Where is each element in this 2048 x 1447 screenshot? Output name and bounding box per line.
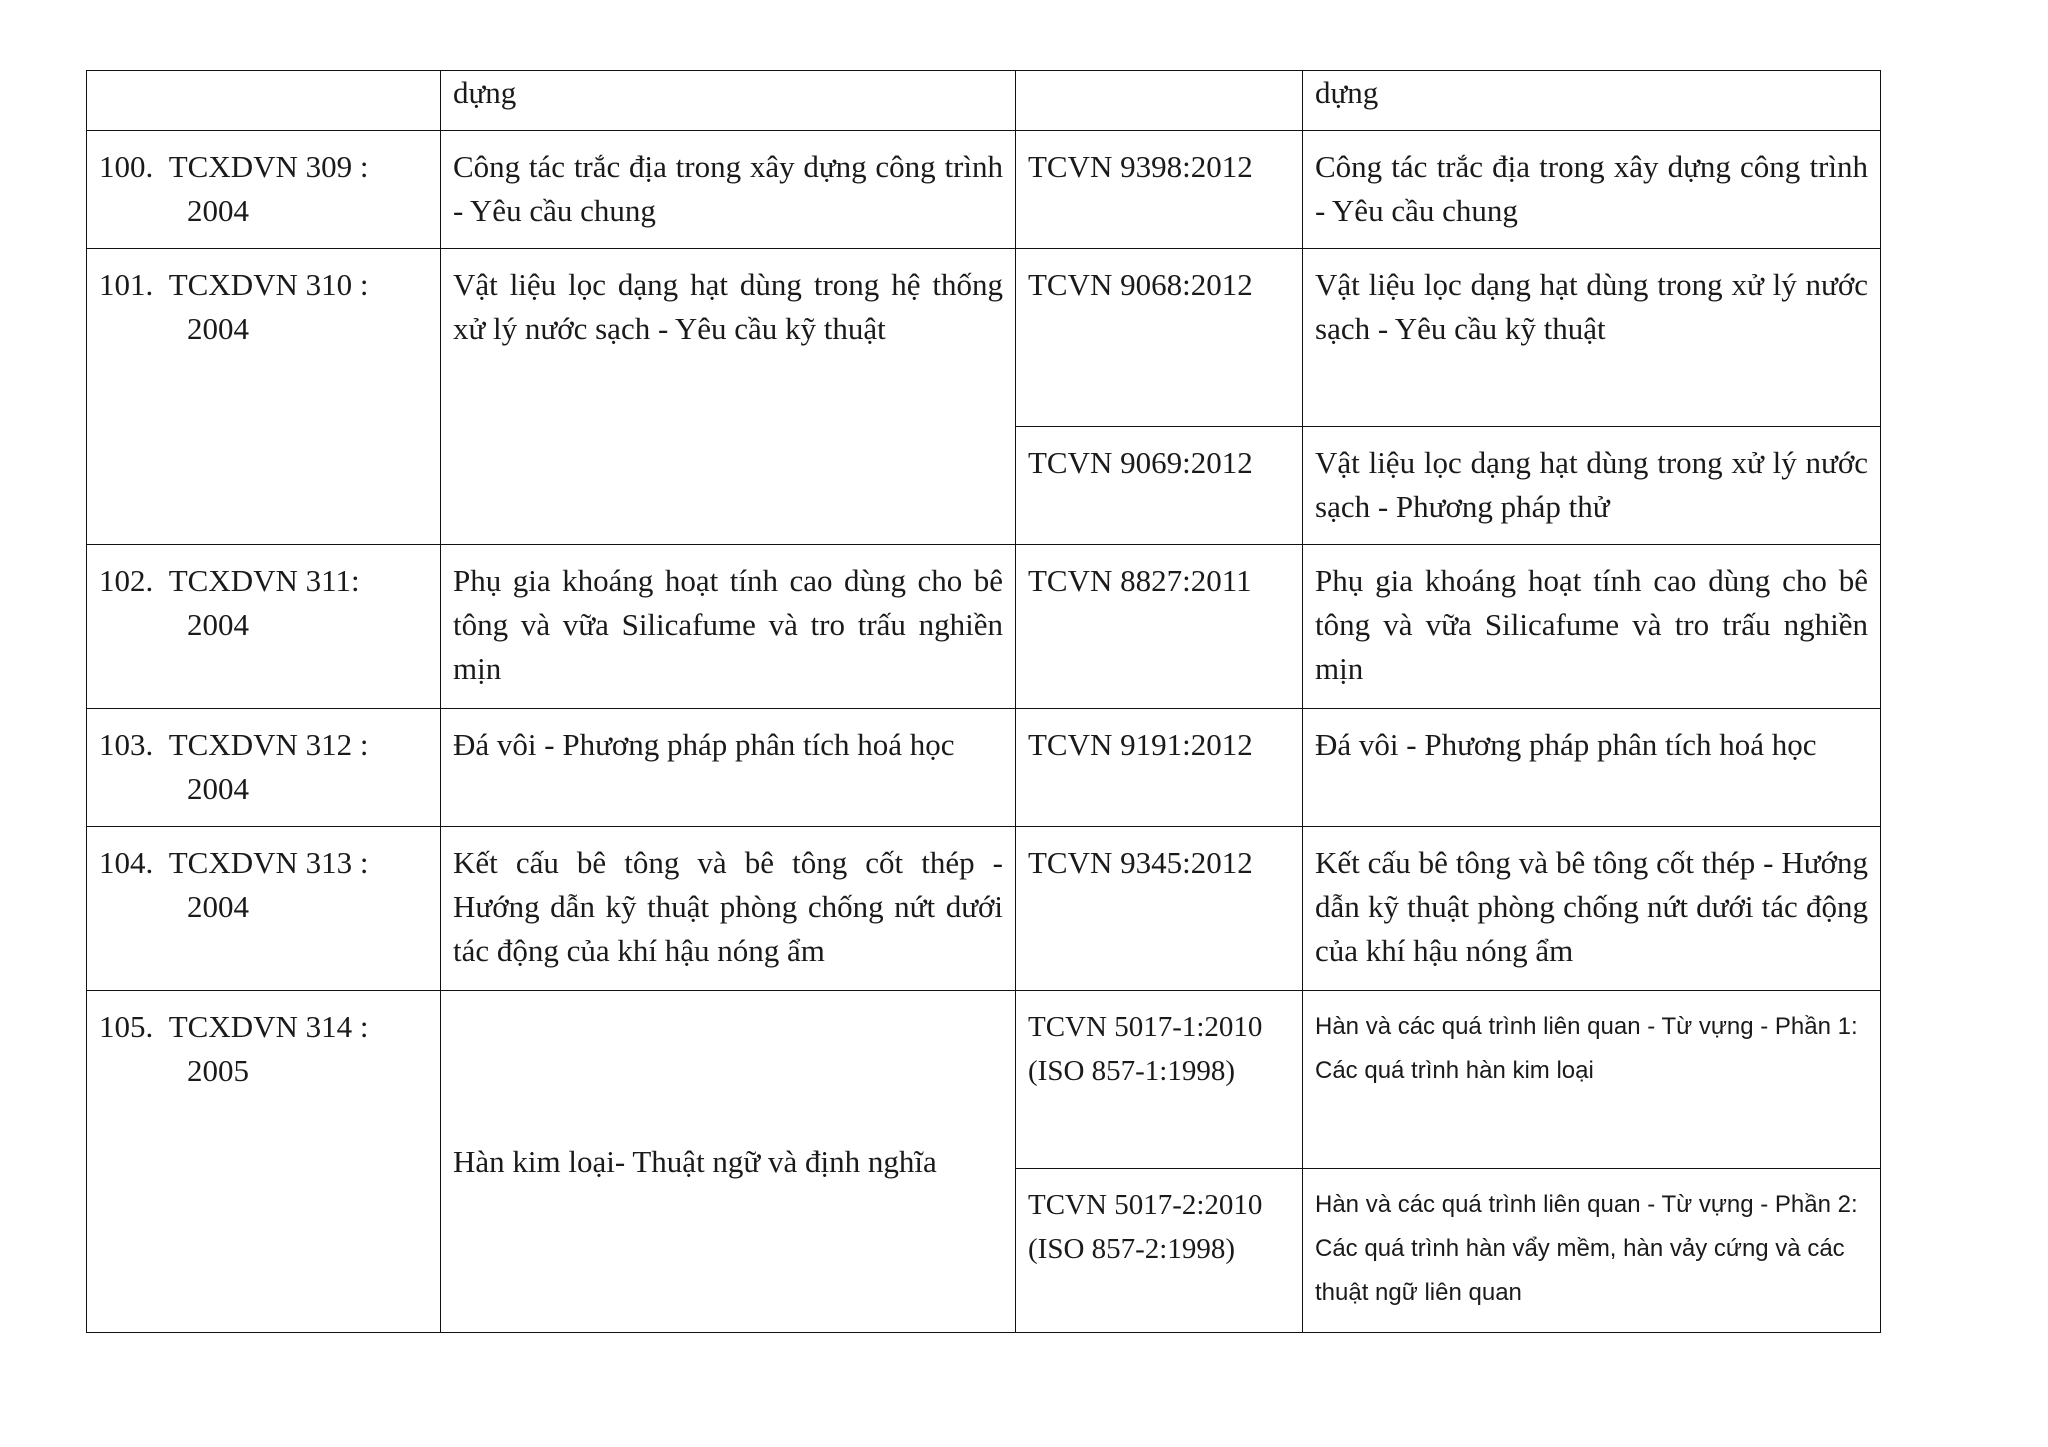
old-code-cell — [87, 249, 441, 545]
old-title-cell: Vật liệu lọc dạng hạt dùng trong hệ thống xử lý nước sạch - Yêu cầu kỹ thuật — [441, 249, 1016, 545]
old-code-cell — [87, 71, 441, 131]
old-title-cell: Hàn kim loại- Thuật ngữ và định nghĩa — [441, 991, 1016, 1333]
old-title-cell: Đá vôi - Phương pháp phân tích hoá học — [441, 709, 1016, 827]
table-row — [87, 545, 1881, 709]
old-code: TCXDVN 309 : — [168, 149, 369, 184]
new-code-cell — [1016, 1169, 1303, 1333]
row-number: 103. — [99, 727, 154, 762]
new-code-cell: TCVN 8827:2011 — [1016, 545, 1303, 709]
old-code-year: 2005 — [187, 1053, 249, 1088]
new-code: TCVN 5017-1:2010 — [1028, 1011, 1263, 1043]
old-code: TCXDVN 312 : — [168, 727, 369, 762]
old-code-cell — [87, 545, 441, 709]
old-code: TCXDVN 313 : — [168, 845, 369, 880]
old-code-year: 2004 — [187, 607, 249, 642]
new-code-cell: TCVN 9068:2012 — [1016, 249, 1303, 427]
old-code-year: 2004 — [187, 889, 249, 924]
new-code-cell: TCVN 9345:2012 — [1016, 827, 1303, 991]
old-code-cell — [87, 827, 441, 991]
new-title-cell: Kết cấu bê tông và bê tông cốt thép - Hướng dẫn kỹ thuật phòng chống nứt dưới tác động của khí hậu nóng ẩm — [1303, 827, 1881, 991]
old-title-cell: Công tác trắc địa trong xây dựng công trình - Yêu cầu chung — [441, 131, 1016, 249]
new-code: TCVN 5017-2:2010 — [1028, 1189, 1263, 1221]
old-code: TCXDVN 310 : — [168, 267, 369, 302]
new-title-cell: Vật liệu lọc dạng hạt dùng trong xử lý nước sạch - Yêu cầu kỹ thuật — [1303, 249, 1881, 427]
old-code-year: 2004 — [187, 771, 249, 806]
row-number: 101. — [99, 267, 154, 302]
table-row — [87, 249, 1881, 427]
new-code-cell: TCVN 9191:2012 — [1016, 709, 1303, 827]
old-title-cell: Phụ gia khoáng hoạt tính cao dùng cho bê tông và vữa Silicafume và tro trấu nghiền mịn — [441, 545, 1016, 709]
new-title-cell: Công tác trắc địa trong xây dựng công trình - Yêu cầu chung — [1303, 131, 1881, 249]
new-title-cell: dựng — [1303, 71, 1881, 131]
table-row — [87, 991, 1881, 1169]
row-number: 104. — [99, 845, 154, 880]
new-title-cell: Vật liệu lọc dạng hạt dùng trong xử lý nước sạch - Phương pháp thử — [1303, 427, 1881, 545]
old-title-cell: dựng — [441, 71, 1016, 131]
new-code-cell: TCVN 9398:2012 — [1016, 131, 1303, 249]
iso-code: (ISO 857-1:1998) — [1028, 1055, 1236, 1087]
row-number: 102. — [99, 563, 154, 598]
new-code-cell: TCVN 9069:2012 — [1016, 427, 1303, 545]
new-title-cell: Phụ gia khoáng hoạt tính cao dùng cho bê tông và vữa Silicafume và tro trấu nghiền mịn — [1303, 545, 1881, 709]
old-code-cell — [87, 709, 441, 827]
old-code-year: 2004 — [187, 311, 249, 346]
old-code-year: 2004 — [187, 193, 249, 228]
new-code-cell — [1016, 71, 1303, 131]
new-title-cell: Đá vôi - Phương pháp phân tích hoá học — [1303, 709, 1881, 827]
old-code: TCXDVN 311: — [168, 563, 360, 598]
row-number: 105. — [99, 1009, 154, 1044]
old-code: TCXDVN 314 : — [168, 1009, 369, 1044]
row-number: 100. — [99, 149, 154, 184]
new-code-cell — [1016, 991, 1303, 1169]
table-row — [87, 827, 1881, 991]
iso-code: (ISO 857-2:1998) — [1028, 1233, 1236, 1265]
table-row — [87, 71, 1881, 131]
new-title-cell: Hàn và các quá trình liên quan - Từ vựng - Phần 1: Các quá trình hàn kim loại — [1303, 991, 1881, 1169]
table-row — [87, 131, 1881, 249]
new-title-cell: Hàn và các quá trình liên quan - Từ vựng - Phần 2: Các quá trình hàn vẩy mềm, hàn vảy cứng và các thuật ngữ liên quan — [1303, 1169, 1881, 1333]
standards-table — [86, 70, 1881, 1333]
table-row — [87, 709, 1881, 827]
old-code-cell — [87, 991, 441, 1333]
old-title-cell: Kết cấu bê tông và bê tông cốt thép - Hướng dẫn kỹ thuật phòng chống nứt dưới tác động của khí hậu nóng ẩm — [441, 827, 1016, 991]
old-code-cell — [87, 131, 441, 249]
